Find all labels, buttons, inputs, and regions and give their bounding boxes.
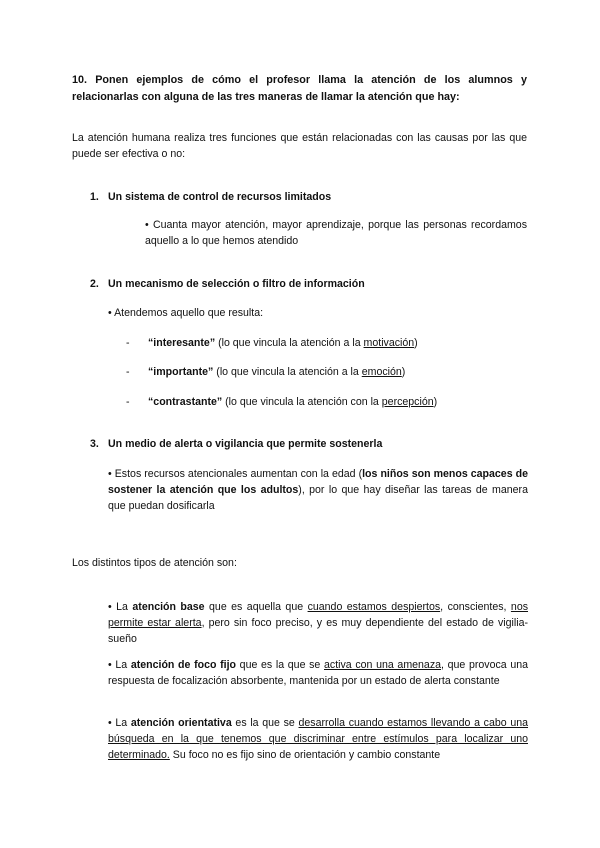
question-heading: 10. Ponen ejemplos de cómo el profesor llama la atención de los alumnos y relacionarlas con alguna de las tres maneras de llamar la atención que hay: <box>72 74 527 103</box>
item-dash: - <box>126 337 130 349</box>
type-name: atención de foco fijo <box>130 659 237 671</box>
function-2-heading <box>90 276 530 292</box>
type-text: que es la que se <box>236 659 324 671</box>
item-text: (lo que vincula la atención a la <box>215 337 364 349</box>
item-close: ) <box>414 337 418 349</box>
type-fixed-focus-attention <box>108 657 528 689</box>
function-3-text-pre: • Estos recursos atencionales aumentan con la edad ( <box>108 468 363 480</box>
type-base-attention <box>108 599 528 647</box>
type-underlined: cuando estamos despiertos <box>307 601 441 613</box>
type-text: que es aquella que <box>204 601 308 613</box>
type-bullet: • La <box>108 659 131 671</box>
item-link: emoción <box>361 366 402 378</box>
item-text: (lo que vincula la atención con la <box>222 396 382 408</box>
item-term: “contrastante” <box>148 396 223 408</box>
function-2-number: 2. <box>90 278 99 290</box>
function-1-text: • Cuanta mayor atención, mayor aprendizaje, porque las personas recordamos aquello a lo que hemos atendido <box>145 219 527 247</box>
function-1-title: Un sistema de control de recursos limitados <box>108 191 332 203</box>
type-underlined: activa con una amenaza <box>324 659 442 671</box>
item-link: percepción <box>381 396 434 408</box>
type-text: , pero sin foco preciso, y es muy dependiente del estado de vigilia-sueño <box>108 617 529 645</box>
function-1-heading <box>90 189 530 205</box>
function-3-number: 3. <box>90 438 99 450</box>
type-text: es la que se <box>231 717 299 729</box>
types-intro: Los distintos tipos de atención son: <box>72 557 237 569</box>
type-text: , que provoca una respuesta de focalización absorbente, mantenida por un estado de alerta constante <box>108 659 529 687</box>
item-close: ) <box>433 396 438 408</box>
type-underlined: nos permite estar alerta <box>108 601 529 629</box>
function-3-title: Un medio de alerta o vigilancia que permite sostenerla <box>108 438 383 450</box>
type-name: atención base <box>132 601 205 613</box>
function-2-title: Un mecanismo de selección o filtro de información <box>108 278 365 290</box>
type-bullet: • La <box>108 601 133 613</box>
function-3-text <box>108 466 528 514</box>
item-dash: - <box>126 396 130 408</box>
item-term: “interesante” <box>148 337 216 349</box>
function-3-heading <box>90 436 530 452</box>
item-term: “importante” <box>148 366 214 378</box>
function-1-number: 1. <box>90 191 99 203</box>
type-orienting-attention <box>108 715 528 763</box>
type-text: Su foco no es fijo sino de orientación y cambio constante <box>169 749 441 761</box>
item-dash: - <box>126 366 130 378</box>
type-bullet: • La <box>108 717 131 729</box>
type-name: atención orientativa <box>130 717 232 729</box>
attention-item-important <box>126 364 546 380</box>
item-text: (lo que vincula la atención a la <box>213 366 362 378</box>
function-3-text-bold: los niños son menos capaces de sostener la atención que los adultos <box>108 468 528 496</box>
attention-item-contrasting <box>126 394 546 410</box>
function-2-text: • Atendemos aquello que resulta: <box>108 307 264 319</box>
item-link: motivación <box>363 337 415 349</box>
intro-paragraph: La atención humana realiza tres funciones que están relacionadas con las causas por las que puede ser efectiva o no: <box>72 132 527 160</box>
type-text: , conscientes, <box>440 601 511 613</box>
attention-item-interesting <box>126 335 546 351</box>
function-3-text-post: ), por lo que hay diseñar las tareas de manera que puedan dosificarla <box>108 484 528 512</box>
item-close: ) <box>401 366 406 378</box>
type-underlined: desarrolla cuando estamos llevando a cabo una búsqueda en la que tenemos que discriminar entre estímulos para localizar uno determinado. <box>108 717 529 761</box>
